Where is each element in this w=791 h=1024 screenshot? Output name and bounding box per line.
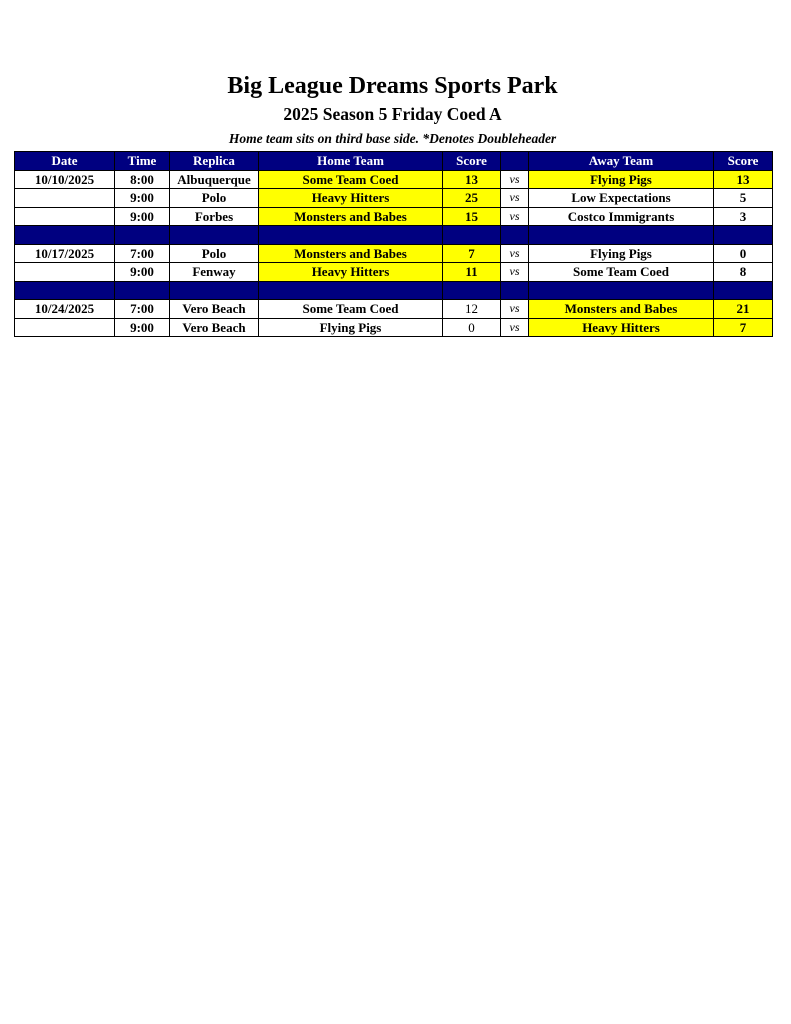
game-time: 7:00 bbox=[115, 244, 170, 263]
game-replica: Fenway bbox=[170, 263, 259, 282]
away-score: 13 bbox=[714, 170, 773, 189]
table-row bbox=[15, 189, 773, 208]
away-team: Costco Immigrants bbox=[529, 207, 714, 226]
column-header-away-score: Score bbox=[714, 152, 773, 171]
separator-cell bbox=[170, 281, 259, 300]
vs-label: vs bbox=[501, 318, 529, 337]
away-score: 3 bbox=[714, 207, 773, 226]
home-score: 25 bbox=[443, 189, 501, 208]
game-date: 10/24/2025 bbox=[15, 300, 115, 319]
column-header-home-team: Home Team bbox=[259, 152, 443, 171]
page-title: Big League Dreams Sports Park bbox=[227, 73, 558, 99]
separator-cell bbox=[115, 226, 170, 245]
game-replica: Polo bbox=[170, 244, 259, 263]
separator-cell bbox=[501, 281, 529, 300]
home-team: Monsters and Babes bbox=[259, 207, 443, 226]
away-score: 5 bbox=[714, 189, 773, 208]
table-row bbox=[15, 300, 773, 319]
home-team: Heavy Hitters bbox=[259, 189, 443, 208]
away-score: 21 bbox=[714, 300, 773, 319]
game-date bbox=[15, 207, 115, 226]
column-header-replica: Replica bbox=[170, 152, 259, 171]
vs-label: vs bbox=[501, 170, 529, 189]
column-header-date: Date bbox=[15, 152, 115, 171]
separator-cell bbox=[15, 281, 115, 300]
home-score: 0 bbox=[443, 318, 501, 337]
vs-label: vs bbox=[501, 244, 529, 263]
table-row bbox=[15, 318, 773, 337]
game-time: 7:00 bbox=[115, 300, 170, 319]
column-header-home-score: Score bbox=[443, 152, 501, 171]
away-score: 7 bbox=[714, 318, 773, 337]
week-separator-row bbox=[15, 281, 773, 300]
separator-cell bbox=[529, 226, 714, 245]
away-team: Flying Pigs bbox=[529, 170, 714, 189]
home-team: Some Team Coed bbox=[259, 300, 443, 319]
game-date: 10/10/2025 bbox=[15, 170, 115, 189]
away-score: 8 bbox=[714, 263, 773, 282]
table-row bbox=[15, 263, 773, 282]
vs-label: vs bbox=[501, 300, 529, 319]
separator-cell bbox=[501, 226, 529, 245]
column-header-away-team: Away Team bbox=[529, 152, 714, 171]
column-header-time: Time bbox=[115, 152, 170, 171]
separator-cell bbox=[714, 226, 773, 245]
schedule-note: Home team sits on third base side. *Denotes Doubleheader bbox=[228, 131, 557, 146]
home-score: 11 bbox=[443, 263, 501, 282]
away-team: Low Expectations bbox=[529, 189, 714, 208]
game-time: 9:00 bbox=[115, 189, 170, 208]
game-date bbox=[15, 318, 115, 337]
home-score: 13 bbox=[443, 170, 501, 189]
away-team: Some Team Coed bbox=[529, 263, 714, 282]
home-score: 12 bbox=[443, 300, 501, 319]
table-row bbox=[15, 170, 773, 189]
vs-label: vs bbox=[501, 189, 529, 208]
game-replica: Polo bbox=[170, 189, 259, 208]
game-replica: Albuquerque bbox=[170, 170, 259, 189]
table-row bbox=[15, 207, 773, 226]
away-team: Monsters and Babes bbox=[529, 300, 714, 319]
home-team: Heavy Hitters bbox=[259, 263, 443, 282]
separator-cell bbox=[259, 281, 443, 300]
game-replica: Vero Beach bbox=[170, 318, 259, 337]
separator-cell bbox=[529, 281, 714, 300]
game-replica: Forbes bbox=[170, 207, 259, 226]
game-time: 9:00 bbox=[115, 318, 170, 337]
table-row bbox=[15, 244, 773, 263]
game-date bbox=[15, 263, 115, 282]
separator-cell bbox=[259, 226, 443, 245]
home-score: 7 bbox=[443, 244, 501, 263]
separator-cell bbox=[714, 281, 773, 300]
game-date bbox=[15, 189, 115, 208]
home-team: Flying Pigs bbox=[259, 318, 443, 337]
away-score: 0 bbox=[714, 244, 773, 263]
page-subtitle: 2025 Season 5 Friday Coed A bbox=[283, 104, 502, 124]
home-team: Some Team Coed bbox=[259, 170, 443, 189]
away-team: Heavy Hitters bbox=[529, 318, 714, 337]
table-header-row bbox=[15, 152, 773, 171]
separator-cell bbox=[115, 281, 170, 300]
game-date: 10/17/2025 bbox=[15, 244, 115, 263]
separator-cell bbox=[170, 226, 259, 245]
column-header-vs bbox=[501, 152, 529, 171]
away-team: Flying Pigs bbox=[529, 244, 714, 263]
game-time: 9:00 bbox=[115, 207, 170, 226]
separator-cell bbox=[443, 226, 501, 245]
vs-label: vs bbox=[501, 207, 529, 226]
separator-cell bbox=[443, 281, 501, 300]
game-replica: Vero Beach bbox=[170, 300, 259, 319]
week-separator-row bbox=[15, 226, 773, 245]
game-time: 8:00 bbox=[115, 170, 170, 189]
schedule-body bbox=[15, 170, 773, 337]
game-time: 9:00 bbox=[115, 263, 170, 282]
home-score: 15 bbox=[443, 207, 501, 226]
separator-cell bbox=[15, 226, 115, 245]
home-team: Monsters and Babes bbox=[259, 244, 443, 263]
schedule-table bbox=[14, 151, 773, 337]
vs-label: vs bbox=[501, 263, 529, 282]
